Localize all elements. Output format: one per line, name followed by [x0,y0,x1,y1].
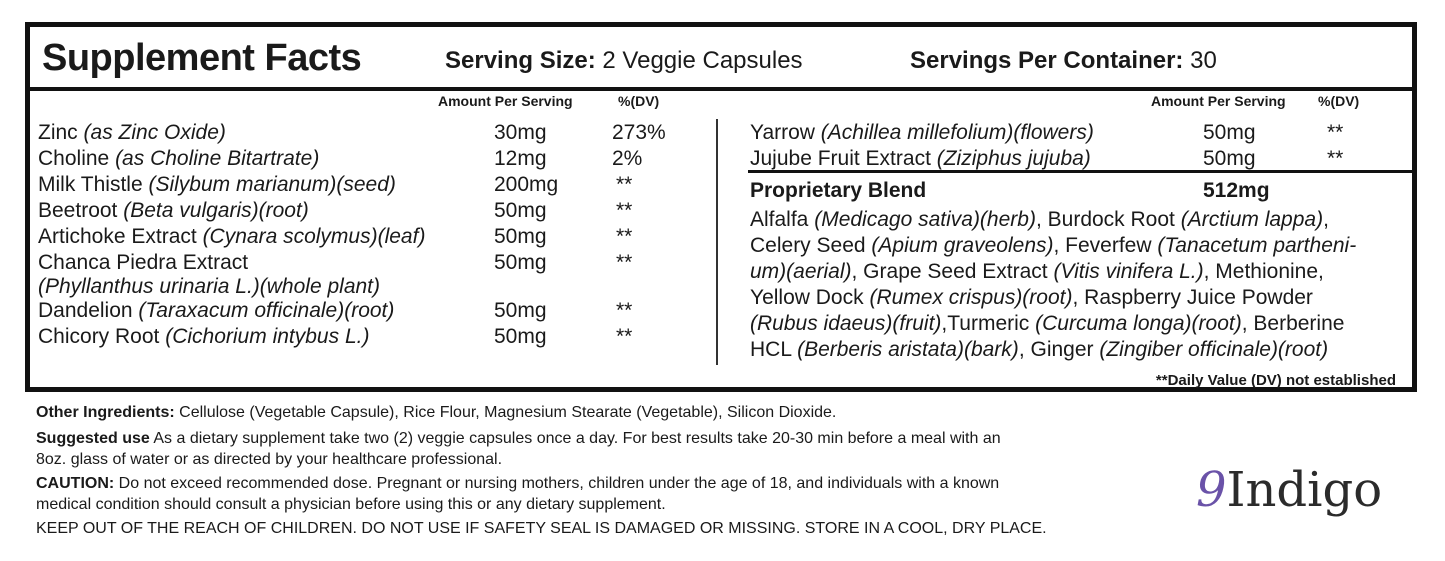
blend-line [750,233,1390,259]
dv-zinc: 273% [612,121,666,144]
ingredient-name: Zinc [38,121,84,144]
blend-line [750,311,1390,337]
ingredient-detail: (Silybum marianum)(seed) [148,173,396,196]
amount-chicory: 50mg [494,325,547,348]
supplement-facts-panel [25,22,1417,392]
dv-beetroot: ** [616,199,633,222]
ingredient-detail: (Cichorium intybus L.) [165,325,370,348]
blend-italic: (Vitis vinifera L.) [1053,260,1204,283]
left-dv-header: %(DV) [618,93,660,109]
blend-line [750,207,1390,233]
ingredient-name: Beetroot [38,199,124,222]
amount-beetroot: 50mg [494,199,547,222]
blend-ingredients [750,207,1390,363]
ingredient-name: Milk Thistle [38,173,149,196]
suggested-use-line2: 8oz. glass of water or as directed by your healthcare professional. [36,451,503,468]
dv-artichoke: ** [616,225,633,248]
blend-italic: (Medicago sativa)(herb) [814,208,1036,231]
blend-text: , Grape Seed Extract [851,260,1054,283]
blend-title: Proprietary Blend [750,179,927,202]
ingredient-yarrow [750,121,1094,145]
ingredient-detail: (Cynara scolymus)(leaf) [202,225,426,248]
logo-text: Indigo [1226,462,1383,518]
caution-label: CAUTION: [36,475,115,492]
blend-text: ,Turmeric [941,312,1036,335]
ingredient-beetroot [38,199,309,223]
ingredient-name: Chicory Root [38,325,166,348]
keep-out-warning: KEEP OUT OF THE REACH OF CHILDREN. DO NOT USE IF SAFETY SEAL IS DAMAGED OR MISSING. STORE IN A COOL, DRY PLACE. [36,520,1047,537]
ingredient-detail: (Beta vulgaris)(root) [123,199,309,222]
dv-chicory: ** [616,325,633,348]
amount-jujube: 50mg [1203,147,1256,170]
blend-italic: (Apium graveolens) [871,234,1054,257]
left-amount-header: Amount Per Serving [438,93,573,109]
ingredient-detail: (Taraxacum officinale)(root) [138,299,395,322]
ingredient-dandelion [38,299,394,323]
ingredient-name: Chanca Piedra Extract [38,251,249,274]
ingredient-chicory [38,325,369,349]
blend-text: HCL [750,338,798,361]
blend-italic: (Zingiber officinale)(root) [1099,338,1329,361]
amount-artichoke: 50mg [494,225,547,248]
caution-text: Do not exceed recommended dose. Pregnant or nursing mothers, children under the age of 18, and individuals with a known [114,475,1000,492]
dv-dandelion: ** [616,299,633,322]
blend-line [750,337,1390,363]
servings-per-container [910,47,1217,75]
ingredient-detail: (Ziziphus jujuba) [936,147,1091,170]
blend-text: Celery Seed [750,234,872,257]
servings-label: Servings Per Container: [910,47,1184,74]
right-dv-header: %(DV) [1318,93,1360,109]
caution [36,473,999,494]
blend-italic: um)(aerial) [750,260,852,283]
ingredient-artichoke [38,225,425,249]
ingredient-name: Dandelion [38,299,139,322]
amount-dandelion: 50mg [494,299,547,322]
blend-text: Alfalfa [750,208,815,231]
logo-mark-icon: 9 [1196,462,1227,518]
amount-yarrow: 50mg [1203,121,1256,144]
ingredient-zinc [38,121,226,145]
ingredient-detail: (Achillea millefolium)(flowers) [820,121,1094,144]
column-divider [716,119,718,365]
ingredient-jujube [750,147,1091,171]
ingredient-chanca-piedra-detail [38,275,380,299]
ingredient-detail: (Phyllanthus urinaria L.)(whole plant) [38,275,380,298]
indigo-logo [1196,462,1382,518]
blend-text: , Berberine [1241,312,1345,335]
ingredient-milk-thistle [38,173,396,197]
header-rule [30,87,1412,91]
blend-italic: (Curcuma longa)(root) [1035,312,1242,335]
blend-italic: (Rubus idaeus)(fruit) [750,312,942,335]
blend-text: Yellow Dock [750,286,870,309]
blend-text: , Methionine, [1203,260,1324,283]
servings-value: 30 [1190,47,1217,74]
ingredient-chanca-piedra [38,251,248,275]
blend-line [750,285,1390,311]
suggested-use [36,428,1001,449]
other-ingredients-label: Other Ingredients: [36,404,175,421]
dv-choline: 2% [612,147,643,170]
blend-text: , Burdock Root [1035,208,1181,231]
suggested-use-text: As a dietary supplement take two (2) veggie capsules once a day. For best results take 20-30 min before a meal with an [149,430,1001,447]
other-ingredients-text: Cellulose (Vegetable Capsule), Rice Flour, Magnesium Stearate (Vegetable), Silicon Dioxide. [174,404,837,421]
blend-text: , Ginger [1018,338,1100,361]
amount-milk-thistle: 200mg [494,173,559,196]
serving-size [445,47,803,75]
blend-italic: (Berberis aristata)(bark) [797,338,1019,361]
ingredient-choline [38,147,319,171]
panel-title: Supplement Facts [42,37,362,79]
amount-zinc: 30mg [494,121,547,144]
blend-amount: 512mg [1203,179,1270,202]
amount-choline: 12mg [494,147,547,170]
blend-rule [748,170,1412,173]
blend-line [750,259,1390,285]
ingredient-detail: (as Choline Bitartrate) [115,147,320,170]
amount-chanca-piedra: 50mg [494,251,547,274]
ingredient-name: Jujube Fruit Extract [750,147,937,170]
ingredient-name: Yarrow [750,121,821,144]
right-amount-header: Amount Per Serving [1151,93,1286,109]
ingredient-name: Artichoke Extract [38,225,203,248]
blend-text: , [1323,208,1329,231]
dv-chanca-piedra: ** [616,251,633,274]
blend-italic: (Arctium lappa) [1180,208,1324,231]
dv-note: **Daily Value (DV) not established [1155,372,1396,389]
serving-size-label: Serving Size: [445,47,596,74]
blend-text: , Raspberry Juice Powder [1072,286,1313,309]
blend-text: , Feverfew [1053,234,1158,257]
suggested-use-label: Suggested use [36,430,150,447]
dv-yarrow: ** [1327,121,1344,144]
blend-italic: (Tanacetum partheni- [1157,234,1357,257]
ingredient-name: Choline [38,147,116,170]
dv-milk-thistle: ** [616,173,633,196]
caution-line2: medical condition should consult a physician before using this or any dietary supplement. [36,496,666,513]
serving-size-value: 2 Veggie Capsules [602,47,803,74]
other-ingredients [36,402,836,423]
ingredient-detail: (as Zinc Oxide) [83,121,226,144]
dv-jujube: ** [1327,147,1344,170]
blend-italic: (Rumex crispus)(root) [869,286,1073,309]
